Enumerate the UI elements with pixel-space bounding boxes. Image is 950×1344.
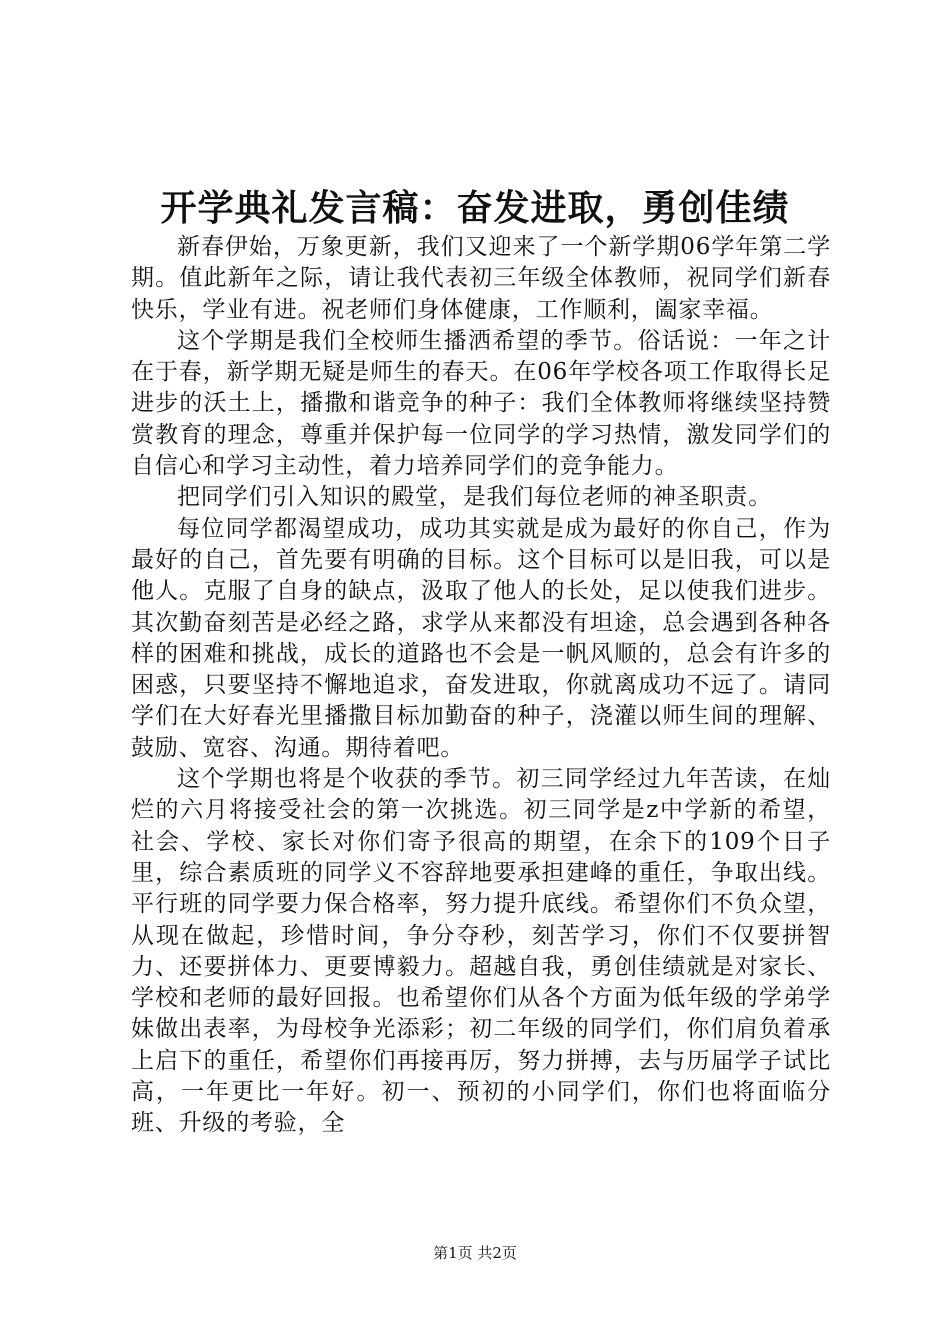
document-title: 开学典礼发言稿：奋发进取，勇创佳绩 — [160, 188, 790, 229]
page-number-footer: 第1页 共2页 — [433, 1244, 517, 1262]
paragraph: 这个学期是我们全校师生播洒希望的季节。俗话说：一年之计在于春，新学期无疑是师生的春天。在06年学校各项工作取得长足进步的沃土上，播撒和谐竞争的种子：我们全体教师将继续坚持赞赏教育的理念，尊重并保护每一位同学的学习热情，激发同学们的自信心和学习主动性，着力培养同学们的竞争能力。 — [131, 327, 831, 480]
paragraph: 新春伊始，万象更新，我们又迎来了一个新学期06学年第二学期。值此新年之际，请让我代表初三年级全体教师，祝同学们新春快乐，学业有进。祝老师们身体健康，工作顺利，阖家幸福。 — [131, 234, 831, 323]
paragraph: 这个学期也将是个收获的季节。初三同学经过九年苦读，在灿烂的六月将接受社会的第一次挑选。初三同学是z中学新的希望，社会、学校、家长对你们寄予很高的期望，在余下的109个日子里，综合素质班的同学义不容辞地要承担建峰的重任，争取出线。平行班的同学要力保合格率，努力提升底线。希望你们不负众望，从现在做起，珍惜时间，争分夺秒，刻苦学习，你们不仅要拼智力、还要拼体力、更要博毅力。超越自我，勇创佳绩就是对家长、学校和老师的最好回报。也希望你们从各个方面为低年级的学弟学妹做出表率，为母校争光添彩；初二年级的同学们，你们肩负着承上启下的重任，希望你们再接再厉，努力拼搏，去与历届学子试比高，一年更比一年好。初一、预初的小同学们，你们也将面临分班、升级的考验，全 — [131, 766, 831, 1137]
paragraph: 把同学们引入知识的殿堂，是我们每位老师的神圣职责。 — [177, 484, 772, 511]
paragraph: 每位同学都渴望成功，成功其实就是成为最好的你自己，作为最好的自己，首先要有明确的目标。这个目标可以是旧我，可以是他人。克服了自身的缺点，汲取了他人的长处，足以使我们进步。其次勤奋刻苦是必经之路，求学从来都没有坦途，总会遇到各种各样的困难和挑战，成长的道路也不会是一帆风顺的，总会有许多的困惑，只要坚持不懈地追求，奋发进取，你就离成功不远了。请同学们在大好春光里播撒目标加勤奋的种子，浇灌以师生间的理解、鼓励、宽容、沟通。期待着吧。 — [131, 515, 831, 761]
document-body — [131, 232, 831, 1140]
